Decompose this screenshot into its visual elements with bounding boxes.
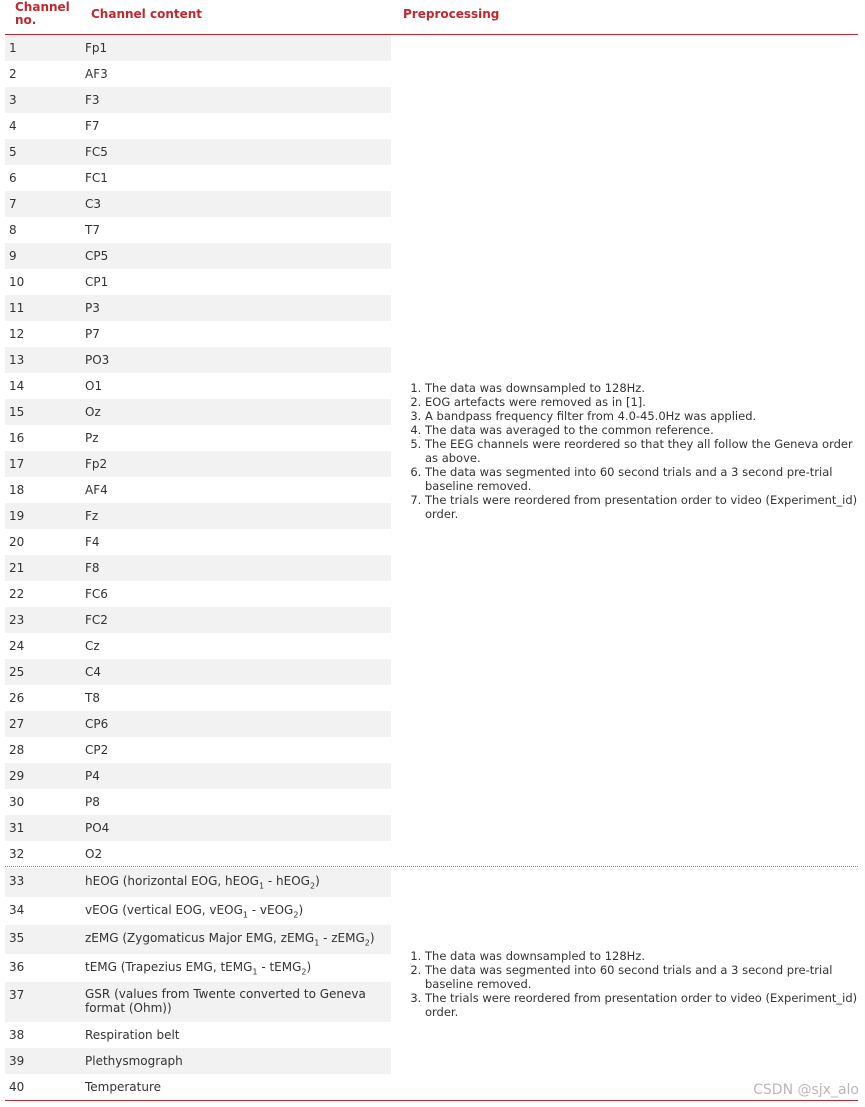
channel-number: 10	[9, 275, 25, 289]
table-row	[5, 841, 391, 867]
table-row	[5, 477, 391, 503]
table-row	[5, 925, 391, 954]
channel-content: F3	[85, 93, 100, 107]
channel-number: 16	[9, 431, 25, 445]
section-divider	[5, 866, 858, 867]
channel-number: 19	[9, 509, 25, 523]
channel-content: Cz	[85, 639, 100, 653]
channel-content: zEMG (Zygomaticus Major EMG, zEMG$_1$ - zEMG$_2$)	[85, 931, 375, 948]
channel-number: 32	[9, 847, 25, 861]
table-row	[5, 711, 391, 737]
channel-content: Pz	[85, 431, 99, 445]
channel-number: 23	[9, 613, 25, 627]
channel-content: FC6	[85, 587, 108, 601]
channel-number: 3	[9, 93, 17, 107]
channel-content: Respiration belt	[85, 1028, 180, 1042]
channel-content: CP6	[85, 717, 109, 731]
channel-content: PO4	[85, 821, 110, 835]
table-row	[5, 685, 391, 711]
table-row	[5, 555, 391, 581]
table-row	[5, 399, 391, 425]
channel-number: 7	[9, 197, 17, 211]
table-bottom-rule	[5, 1100, 858, 1101]
table-row	[5, 139, 391, 165]
channel-content: Plethysmograph	[85, 1054, 183, 1068]
table-row	[5, 347, 391, 373]
channel-content: Oz	[85, 405, 101, 419]
channel-content: P7	[85, 327, 100, 341]
header-channel-no: Channel no.	[15, 0, 70, 27]
preprocessing-step: 1. The data was downsampled to 128Hz.	[425, 949, 865, 963]
table-row	[5, 35, 391, 61]
channel-number: 35	[9, 931, 25, 945]
table-row	[5, 897, 391, 926]
table-row	[5, 581, 391, 607]
channel-content: FC2	[85, 613, 108, 627]
preprocessing-step: 4. The data was averaged to the common reference.	[425, 423, 865, 437]
table-row	[5, 868, 391, 897]
preprocessing-step: 5. The EEG channels were reordered so that they all follow the Geneva order as above.	[425, 437, 865, 465]
table-row	[5, 425, 391, 451]
channel-number: 38	[9, 1028, 25, 1042]
channel-number: 9	[9, 249, 17, 263]
channel-number: 36	[9, 959, 25, 974]
channel-content: P8	[85, 795, 100, 809]
preprocessing-step: 3. A bandpass frequency filter from 4.0-45.0Hz was applied.	[425, 409, 865, 423]
table-row	[5, 451, 391, 477]
channel-number: 40	[9, 1080, 25, 1094]
channel-number: 37	[9, 988, 25, 1002]
channel-number: 29	[9, 769, 25, 783]
watermark: CSDN @sjx_alo	[753, 1082, 859, 1098]
channel-content: Temperature	[85, 1080, 162, 1094]
preprocessing-step: 2. EOG artefacts were removed as in [1].	[425, 395, 865, 409]
channel-content: F8	[85, 561, 100, 575]
channel-number: 39	[9, 1054, 25, 1068]
preprocessing-peripheral-list	[405, 949, 865, 1019]
channel-content: FC1	[85, 171, 108, 185]
channel-content: hEOG (horizontal EOG, hEOG$_1$ - hEOG$_2$)	[85, 874, 320, 891]
channel-number: 11	[9, 301, 25, 315]
table-row	[5, 321, 391, 347]
table-row	[5, 763, 391, 789]
channel-content: C3	[85, 197, 102, 211]
table-row	[5, 954, 391, 983]
preprocessing-step: 3. The trials were reordered from presentation order to video (Experiment_id) order.	[425, 991, 865, 1019]
header-channel-content: Channel content	[91, 7, 203, 21]
channel-content: tEMG (Trapezius EMG, tEMG$_1$ - tEMG$_2$)	[85, 959, 312, 976]
channel-content: P4	[85, 769, 100, 783]
channel-number: 6	[9, 171, 17, 185]
channel-content: CP5	[85, 249, 109, 263]
channel-content: F7	[85, 119, 100, 133]
channel-content: T8	[85, 691, 100, 705]
channel-content: O2	[85, 847, 103, 861]
table-row	[5, 373, 391, 399]
table-row	[5, 1074, 391, 1100]
channel-number: 26	[9, 691, 25, 705]
channel-number: 1	[9, 41, 17, 55]
preprocessing-step: 2. The data was segmented into 60 second trials and a 3 second pre-trial baseline removed.	[425, 963, 865, 991]
channel-number: 33	[9, 874, 25, 888]
channel-number: 27	[9, 717, 25, 731]
table-row	[5, 243, 391, 269]
table-row	[5, 217, 391, 243]
channel-number: 25	[9, 665, 25, 679]
channel-number: 14	[9, 379, 25, 393]
table-row	[5, 1022, 391, 1048]
table-row	[5, 269, 391, 295]
channel-content: vEOG (vertical EOG, vEOG$_1$ - vEOG$_2$)	[85, 902, 304, 919]
table-header	[5, 0, 858, 35]
channel-content: T7	[85, 223, 100, 237]
table-row	[5, 633, 391, 659]
table-row	[5, 737, 391, 763]
header-preprocessing: Preprocessing	[403, 7, 500, 21]
table-row	[5, 165, 391, 191]
table-row	[5, 815, 391, 841]
table-row	[5, 61, 391, 87]
preprocessing-eeg-list	[405, 381, 865, 521]
channel-number: 13	[9, 353, 25, 367]
table-row	[5, 789, 391, 815]
channel-content: PO3	[85, 353, 110, 367]
channel-content: Fz	[85, 509, 99, 523]
preprocessing-step: 6. The data was segmented into 60 second trials and a 3 second pre-trial baseline removed.	[425, 465, 865, 493]
preprocessing-step: 1. The data was downsampled to 128Hz.	[425, 381, 865, 395]
channel-number: 30	[9, 795, 25, 809]
table-row	[5, 607, 391, 633]
channel-number: 24	[9, 639, 25, 653]
channel-number: 22	[9, 587, 25, 601]
table-row	[5, 659, 391, 685]
channel-content: GSR (values from Twente converted to Geneva format (Ohm))	[85, 987, 366, 1015]
table-row	[5, 113, 391, 139]
channel-number: 18	[9, 483, 25, 497]
channel-number: 31	[9, 821, 25, 835]
channel-number: 21	[9, 561, 25, 575]
channel-content: FC5	[85, 145, 108, 159]
channel-number: 8	[9, 223, 17, 237]
table-row	[5, 87, 391, 113]
channel-number: 12	[9, 327, 25, 341]
table-row	[5, 295, 391, 321]
table-row	[5, 1048, 391, 1074]
channel-content: CP2	[85, 743, 109, 757]
channel-content: F4	[85, 535, 100, 549]
table-row	[5, 982, 391, 1022]
channel-number: 2	[9, 67, 17, 81]
table-row	[5, 191, 391, 217]
channel-number: 20	[9, 535, 25, 549]
channel-content: Fp2	[85, 457, 108, 471]
table-row	[5, 529, 391, 555]
channel-content: P3	[85, 301, 100, 315]
channel-content: CP1	[85, 275, 109, 289]
table-row	[5, 503, 391, 529]
channel-content: AF3	[85, 67, 108, 81]
channel-content: AF4	[85, 483, 108, 497]
channel-number: 17	[9, 457, 25, 471]
channel-content: C4	[85, 665, 102, 679]
channel-number: 34	[9, 902, 25, 917]
channel-number: 15	[9, 405, 25, 419]
channel-number: 5	[9, 145, 17, 159]
channel-number: 4	[9, 119, 17, 133]
channel-content: O1	[85, 379, 103, 393]
channel-number: 28	[9, 743, 25, 757]
channel-content: Fp1	[85, 41, 108, 55]
preprocessing-step: 7. The trials were reordered from presentation order to video (Experiment_id) order.	[425, 493, 865, 521]
